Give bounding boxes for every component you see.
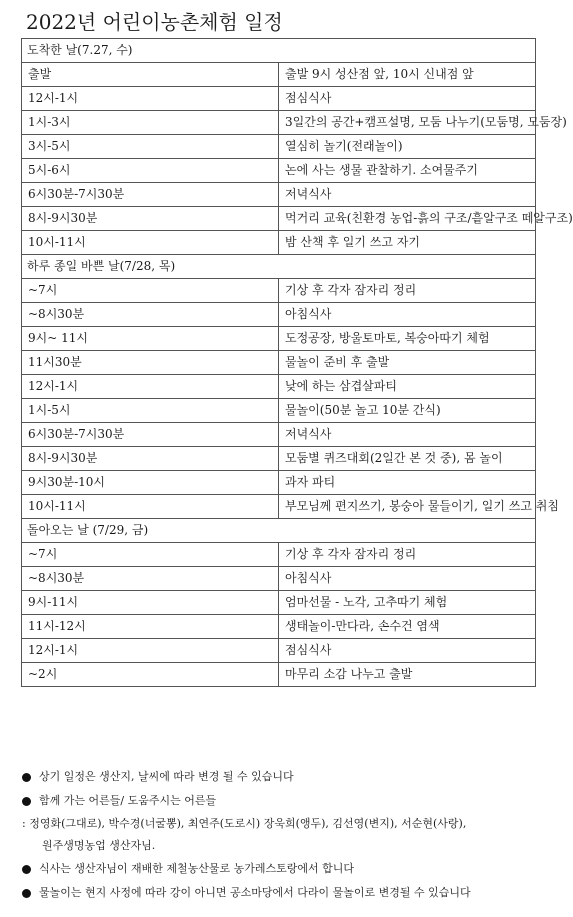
schedule-row [22, 663, 536, 687]
page-title: 2022년 어린이농촌체험 일정 [26, 10, 283, 34]
activity-cell: 과자 파티 [279, 471, 536, 495]
activity-cell: 모둠별 퀴즈대회(2일간 본 것 중), 몸 놀이 [279, 447, 536, 471]
time-cell: ~7시 [22, 279, 279, 303]
schedule-row [22, 471, 536, 495]
activity-cell: 생태놀이-만다라, 손수건 염색 [279, 615, 536, 639]
time-cell: 12시-1시 [22, 639, 279, 663]
note-text: 상기 일정은 생산지, 날씨에 따라 변경 될 수 있습니다 [39, 770, 294, 783]
bullet-icon [22, 889, 31, 898]
time-cell: 8시-9시30분 [22, 207, 279, 231]
activity-cell: 출발 9시 성산점 앞, 10시 신내점 앞 [279, 63, 536, 87]
schedule-row [22, 327, 536, 351]
activity-cell: 물놀이 준비 후 출발 [279, 351, 536, 375]
schedule-row [22, 279, 536, 303]
activity-cell: 기상 후 각자 잠자리 정리 [279, 279, 536, 303]
activity-cell: 아침식사 [279, 303, 536, 327]
activity-cell: 물놀이(50분 놀고 10분 간식) [279, 399, 536, 423]
bullet-icon [22, 773, 31, 782]
time-cell: ~8시30분 [22, 567, 279, 591]
bullet-icon [22, 797, 31, 806]
time-cell: ~2시 [22, 663, 279, 687]
time-cell: 10시-11시 [22, 231, 279, 255]
activity-cell: 저녁식사 [279, 423, 536, 447]
time-cell: 11시30분 [22, 351, 279, 375]
time-cell: 11시-12시 [22, 615, 279, 639]
time-cell: 9시30분-10시 [22, 471, 279, 495]
schedule-row [22, 111, 536, 135]
time-cell: 12시-1시 [22, 375, 279, 399]
time-cell: 12시-1시 [22, 87, 279, 111]
schedule-row [22, 423, 536, 447]
time-cell: 1시-3시 [22, 111, 279, 135]
schedule-row [22, 567, 536, 591]
schedule-row [22, 639, 536, 663]
time-cell: 8시-9시30분 [22, 447, 279, 471]
time-cell: 출발 [22, 63, 279, 87]
schedule-row [22, 447, 536, 471]
schedule-row [22, 399, 536, 423]
note-item [18, 881, 548, 905]
note-item [18, 765, 548, 789]
schedule-row [22, 303, 536, 327]
activity-cell: 아침식사 [279, 567, 536, 591]
schedule-row [22, 63, 536, 87]
time-cell: 3시-5시 [22, 135, 279, 159]
activity-cell: 엄마선물 - 노각, 고추따기 체험 [279, 591, 536, 615]
activity-cell: 열심히 놀기(전래놀이) [279, 135, 536, 159]
day-header-row [22, 39, 536, 63]
schedule-row [22, 231, 536, 255]
time-cell: ~8시30분 [22, 303, 279, 327]
note-item [18, 789, 548, 813]
day-header: 도착한 날(7.27, 수) [22, 39, 536, 63]
schedule-table [21, 38, 573, 687]
activity-cell: 먹거리 교육(친환경 농업-흙의 구조/흩알구조 떼알구조) [279, 207, 536, 231]
note-text: 물놀이는 현지 사정에 따라 강이 아니면 공소마당에서 다라이 물놀이로 변경될 수 있습니다 [39, 886, 471, 899]
schedule-row [22, 207, 536, 231]
time-cell: 5시-6시 [22, 159, 279, 183]
schedule-row [22, 543, 536, 567]
day-header-row [22, 519, 536, 543]
activity-cell: 마무리 소감 나누고 출발 [279, 663, 536, 687]
activity-cell: 밤 산책 후 일기 쓰고 자기 [279, 231, 536, 255]
note-item [18, 857, 548, 881]
note-text: 식사는 생산자님이 재배한 제철농산물로 농가레스토랑에서 합니다 [39, 862, 355, 875]
schedule-row [22, 591, 536, 615]
schedule-row [22, 183, 536, 207]
activity-cell: 논에 사는 생물 관찰하기. 소여물주기 [279, 159, 536, 183]
activity-cell: 도정공장, 방울토마토, 복숭아따기 체험 [279, 327, 536, 351]
time-cell: 6시30분-7시30분 [22, 183, 279, 207]
time-cell: ~7시 [22, 543, 279, 567]
time-cell: 6시30분-7시30분 [22, 423, 279, 447]
time-cell: 1시-5시 [22, 399, 279, 423]
notes-section [18, 765, 548, 905]
schedule-row [22, 375, 536, 399]
bullet-icon [22, 865, 31, 874]
day-header: 하루 종일 바쁜 날(7/28, 목) [22, 255, 536, 279]
day-header: 돌아오는 날 (7/29, 금) [22, 519, 536, 543]
schedule-row [22, 135, 536, 159]
time-cell: 10시-11시 [22, 495, 279, 519]
activity-cell: 저녁식사 [279, 183, 536, 207]
time-cell: 9시-11시 [22, 591, 279, 615]
time-cell: 9시~ 11시 [22, 327, 279, 351]
schedule-row [22, 87, 536, 111]
activity-cell: 점심식사 [279, 87, 536, 111]
note-names-line: : 정영화(그대로), 박수경(너굴뽕), 최연주(도로시) 장욱희(앵두), 김선영(변지), 서순현(사랑), [22, 817, 467, 830]
activity-cell: 부모님께 편지쓰기, 봉숭아 물들이기, 일기 쓰고 취침 [279, 495, 536, 519]
day-header-row [22, 255, 536, 279]
note-text: 함께 가는 어른들/ 도움주시는 어른들 [39, 794, 217, 807]
activity-cell: 기상 후 각자 잠자리 정리 [279, 543, 536, 567]
activity-cell: 3일간의 공간+캠프설명, 모둠 나누기(모둠명, 모둠장) [279, 111, 536, 135]
schedule-row [22, 495, 536, 519]
activity-cell: 점심식사 [279, 639, 536, 663]
activity-cell: 낮에 하는 삼겹살파티 [279, 375, 536, 399]
schedule-row [22, 351, 536, 375]
note-names-line: 원주생명농업 생산자님. [42, 839, 156, 852]
schedule-row [22, 159, 536, 183]
schedule-row [22, 615, 536, 639]
schedule-body [22, 39, 573, 687]
